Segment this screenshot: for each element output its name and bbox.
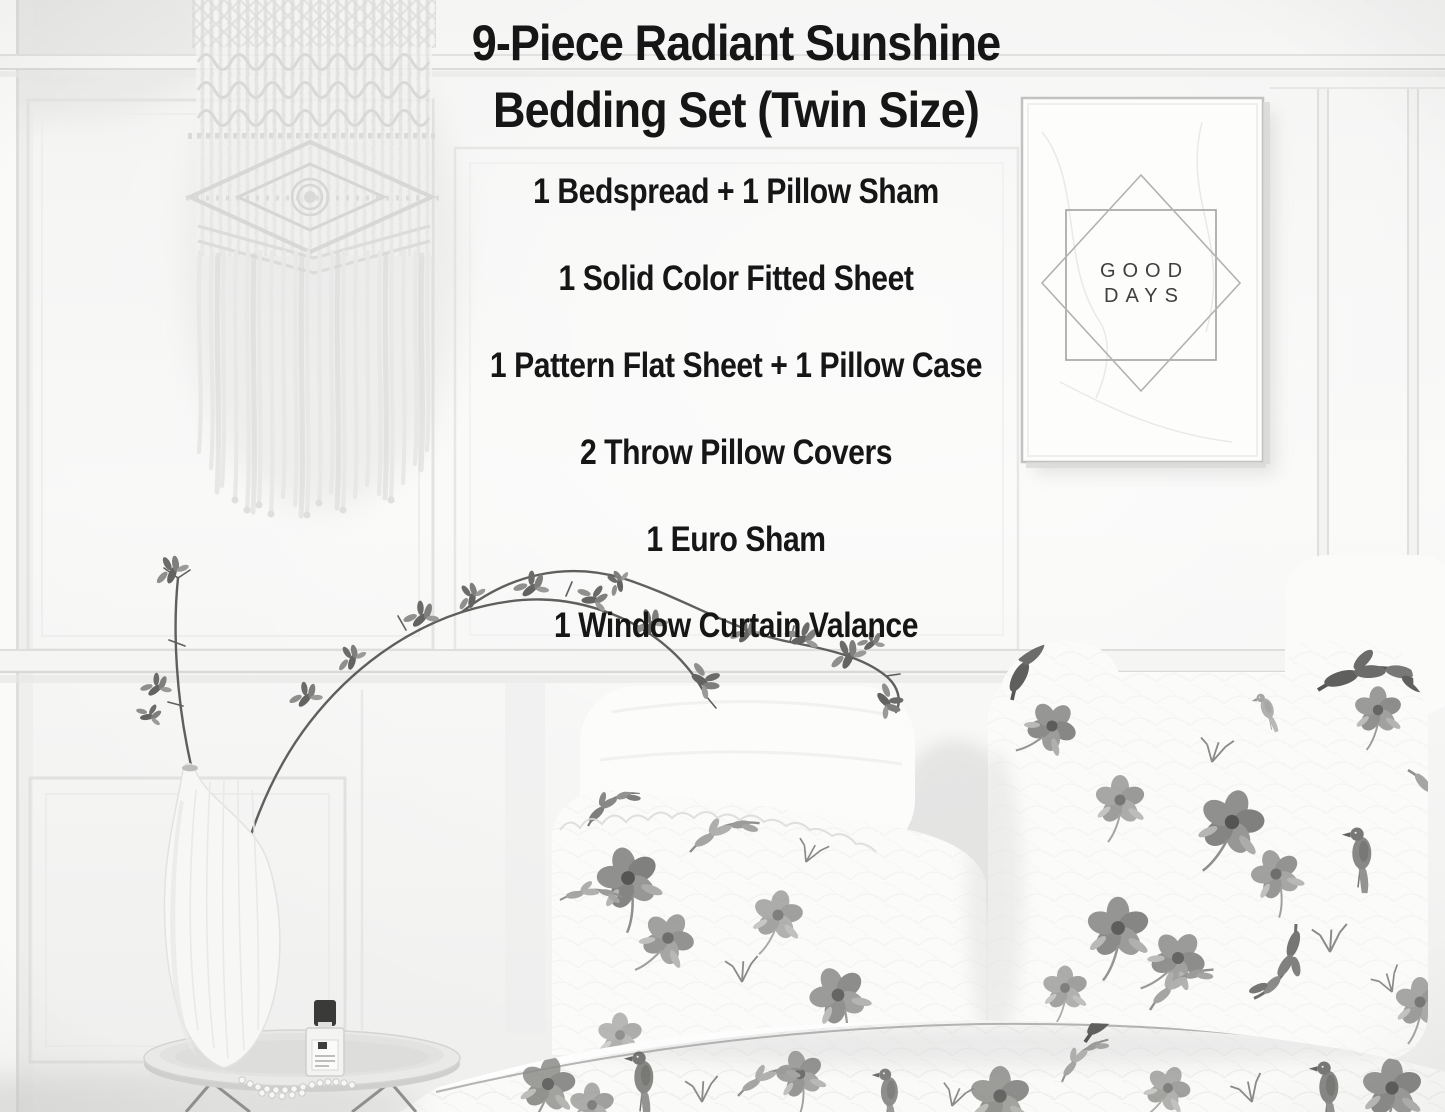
list-item-fitted-sheet: 1 Solid Color Fitted Sheet <box>558 259 914 299</box>
title-line-1: 9-Piece Radiant Sunshine <box>471 15 1001 71</box>
wall-art-line-2: DAYS <box>1104 285 1185 307</box>
list-item-flat-sheet: 1 Pattern Flat Sheet + 1 Pillow Case <box>489 345 983 385</box>
wall-art-line-1: GOOD <box>1099 260 1190 282</box>
wall-art-text <box>1093 259 1189 309</box>
list-item-throw-pillow-covers: 2 Throw Pillow Covers <box>579 432 893 472</box>
list-item-bedspread: 1 Bedspread + 1 Pillow Sham <box>533 172 939 212</box>
list-item-curtain-valance: 1 Window Curtain Valance <box>553 606 919 646</box>
title-line-2: Bedding Set (Twin Size) <box>493 82 979 138</box>
list-item-euro-sham: 1 Euro Sham <box>646 519 826 559</box>
